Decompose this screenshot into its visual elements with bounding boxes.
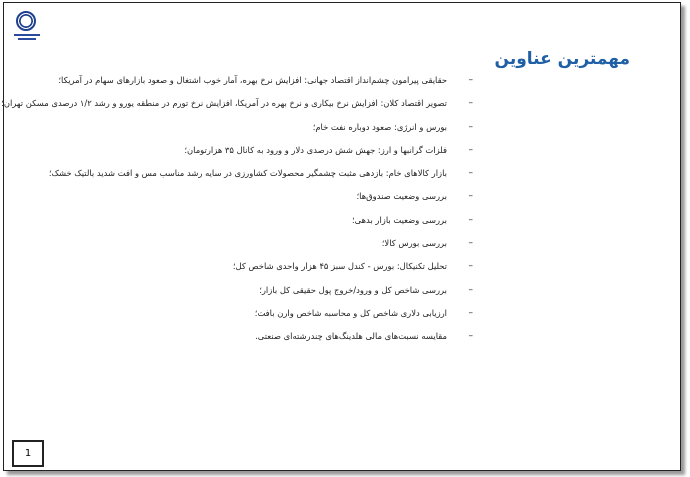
bullet-dash: – <box>468 238 473 249</box>
list-item <box>4 238 680 261</box>
bullet-dash: – <box>468 191 473 202</box>
list-item <box>4 191 680 214</box>
logo-caption-line <box>14 34 40 36</box>
bullet-dash: – <box>468 307 473 318</box>
list-item-text: حقایقی پیرامون چشم‌انداز اقتصاد جهانی: افزایش نرخ بهره، آمار خوب اشتغال و صعود بازارهای سهام در آمریکا؛ <box>58 75 447 85</box>
list-item-text: بازار کالاهای خام: بازدهی مثبت چشمگیر محصولات کشاورزی در سایه رشد مناسب مس و افت شدید بالتیک خشک؛ <box>48 168 447 179</box>
bullet-dash: – <box>468 168 473 179</box>
list-item <box>4 308 680 331</box>
list-item-text: بررسی وضعیت صندوق‌ها؛ <box>356 191 447 202</box>
logo <box>14 11 40 49</box>
list-item <box>4 145 680 168</box>
slide-page <box>3 2 681 471</box>
list-item <box>4 285 680 308</box>
list-item-text: بررسی بورس کالا؛ <box>381 238 447 249</box>
page-title: مهمترین عناوین <box>494 49 630 69</box>
bullet-dash: – <box>468 331 473 342</box>
list-item <box>4 261 680 284</box>
list-item-text: بورس و انرژی: صعود دوباره نفت خام؛ <box>312 121 447 132</box>
list-item <box>4 122 680 145</box>
list-item-text: بررسی شاخص کل و ورود/خروج پول حقیقی کل بازار؛ <box>259 284 447 295</box>
list-item-text: فلزات گرانبها و ارز: جهش شش درصدی دلار و ورود به کانال ۳۵ هزارتومان؛ <box>184 144 447 155</box>
page-number: 1 <box>12 440 44 467</box>
list-item-text: ارزیابی دلاری شاخص کل و محاسبه شاخص وارن بافت؛ <box>254 307 447 318</box>
list-item <box>4 75 680 98</box>
bullet-dash: – <box>468 214 473 225</box>
list-item <box>4 331 680 354</box>
topics-list <box>1 75 680 355</box>
list-item-text: تصویر اقتصاد کلان: افزایش نرخ بیکاری و نرخ بهره در آمریکا، افزایش نرخ تورم در منطقه یورو و رشد ۱/۲ درصدی مسکن تهران؛ <box>1 98 447 109</box>
list-item <box>4 168 680 191</box>
list-item-text: بررسی وضعیت بازار بدهی؛ <box>351 214 447 225</box>
list-item-text: مقایسه نسبت‌های مالی هلدینگ‌های چندرشته‌ای صنعتی. <box>255 331 447 342</box>
logo-caption-line <box>18 38 36 40</box>
list-item <box>4 215 680 238</box>
logo-emblem-icon <box>16 11 36 31</box>
bullet-dash: – <box>468 121 473 132</box>
list-item-text: تحلیل تکنیکال: بورس - کندل سبز ۴۵ هزار واحدی شاخص کل؛ <box>232 261 447 272</box>
list-item <box>1 98 680 121</box>
bullet-dash: – <box>468 144 473 155</box>
bullet-dash: – <box>468 75 473 85</box>
bullet-dash: – <box>468 284 473 295</box>
bullet-dash: – <box>468 261 473 272</box>
bullet-dash: – <box>468 98 473 109</box>
